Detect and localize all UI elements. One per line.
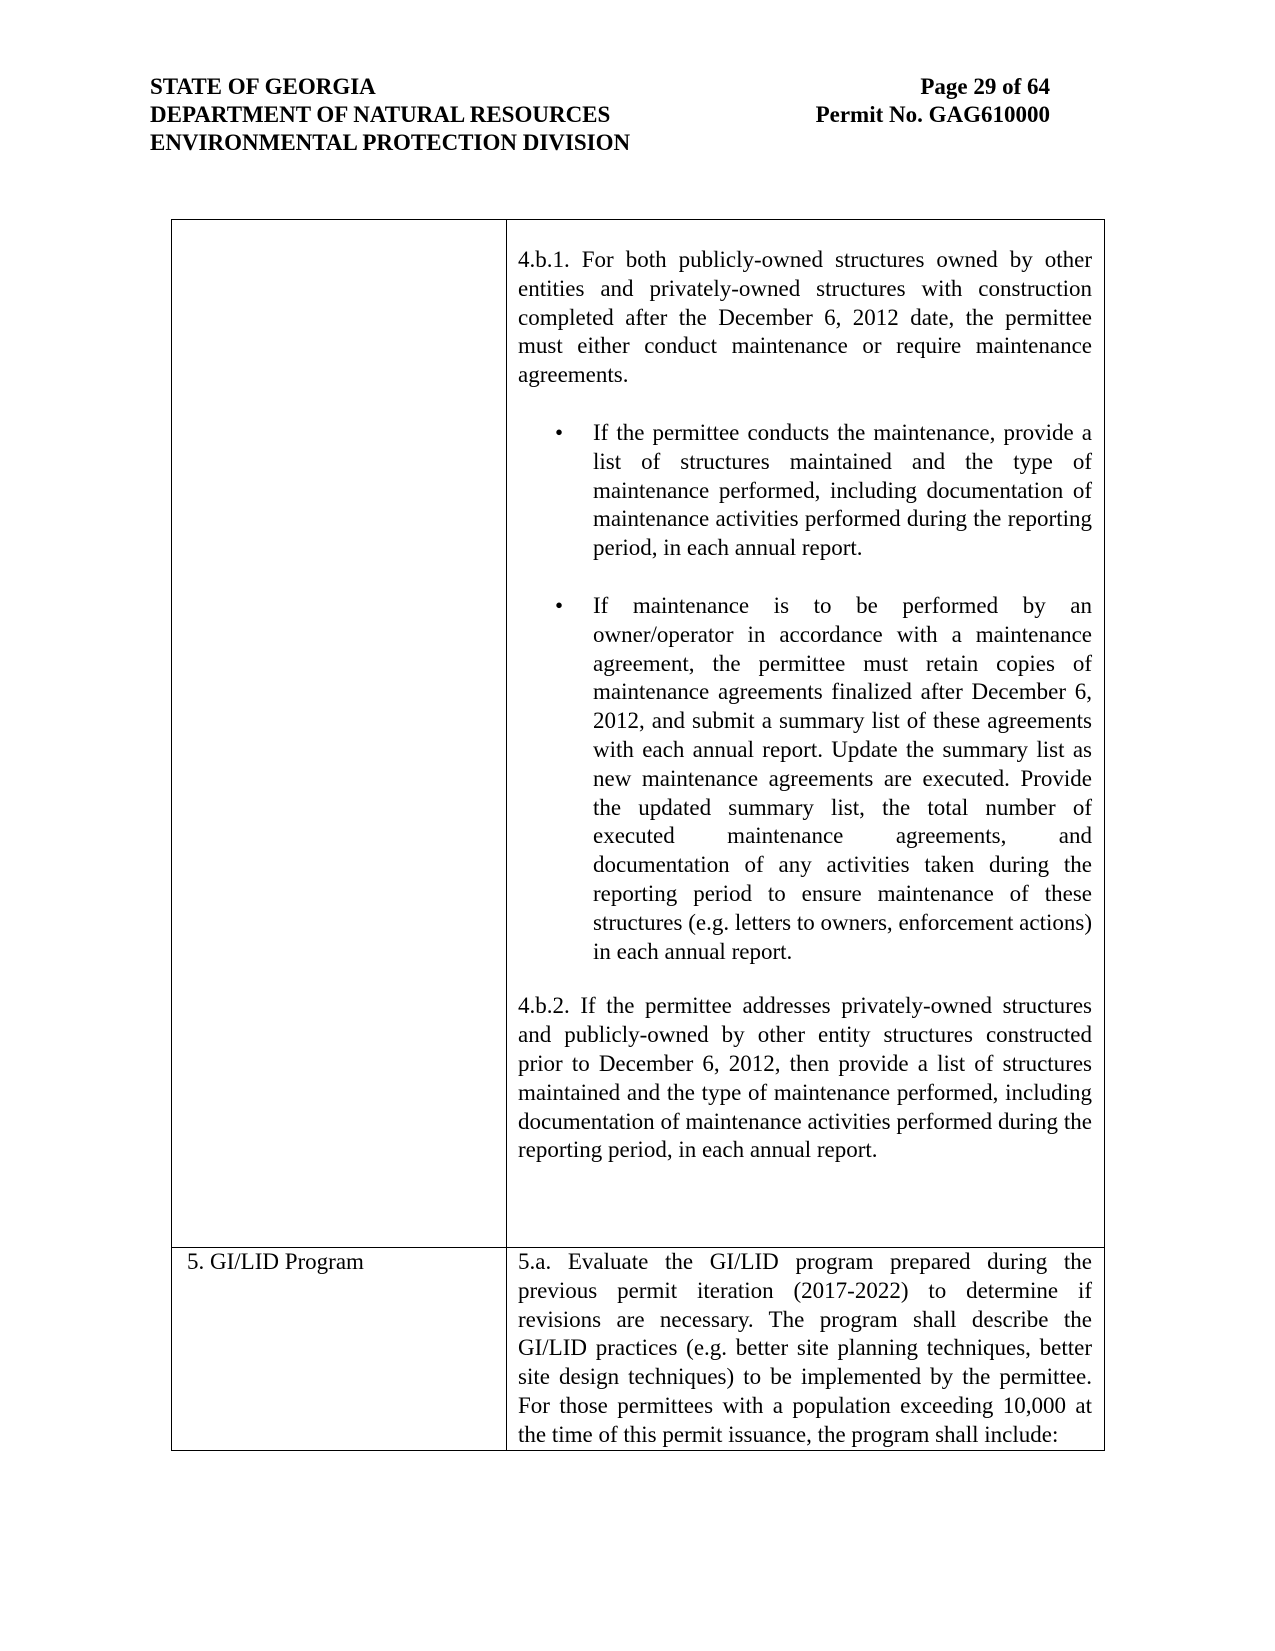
table-row [172,1248,1105,1451]
row1-left-cell [172,220,507,1248]
bullet-text-2: If maintenance is to be performed by an owner/operator in accordance with a maintenance agreement, the permittee must retain copies of maintenance agreements finalized after December 6, 2012, and submit a summary list of these agreements with each annual report. Update the summary list as new maintenance agreements are executed. Provide the updated summary list, the total number of executed maintenance agreements, and documentation of any activities taken during the reporting period to ensure maintenance of these structures (e.g. letters to owners, enforcement actions) in each annual report. [593,592,1092,964]
row2-right-cell [507,1248,1105,1451]
bullet-text-1: If the permittee conducts the maintenance, provide a list of structures maintained and the type of maintenance performed, including documentation of maintenance activities performed during the reporting period, in each annual report. [593,419,1092,561]
page-number: Page 29 of 64 [920,74,1050,99]
bullet-list [518,419,1092,966]
row1-right-cell [507,220,1105,1248]
permit-requirements-table [171,219,1105,1451]
permit-number: Permit No. GAG610000 [815,102,1050,127]
list-item [555,592,1092,966]
bullet-icon: • [555,592,564,618]
header-division: ENVIRONMENTAL PROTECTION DIVISION [150,130,631,155]
table-row [172,220,1105,1248]
header-department: DEPARTMENT OF NATURAL RESOURCES [150,102,611,127]
bullet-icon: • [555,419,564,445]
paragraph-5a: 5.a. Evaluate the GI/LID program prepared during the previous permit iteration (2017-2022) to determine if revisions are necessary. The program shall describe the GI/LID practices (e.g. better site planning techniques, better site design techniques) to be implemented by the permittee. For those permittees with a population exceeding 10,000 at the time of this permit issuance, the program shall include: [518,1249,1092,1447]
header-left [150,73,630,157]
list-item [555,419,1092,563]
row2-left-cell: 5. GI/LID Program [172,1248,507,1451]
header-state: STATE OF GEORGIA [150,74,376,99]
paragraph-4b1: 4.b.1. For both publicly-owned structures owned by other entities and privately-owned structures with construction completed after the December 6, 2012 date, the permittee must either conduct maintenance or require maintenance agreements. [518,247,1092,388]
header-right [794,73,1050,129]
paragraph-4b2: 4.b.2. If the permittee addresses privately-owned structures and publicly-owned by other entity structures constructed prior to December 6, 2012, then provide a list of structures maintained and the type of maintenance performed, including documentation of maintenance activities performed during the reporting period, in each annual report. [518,993,1092,1163]
